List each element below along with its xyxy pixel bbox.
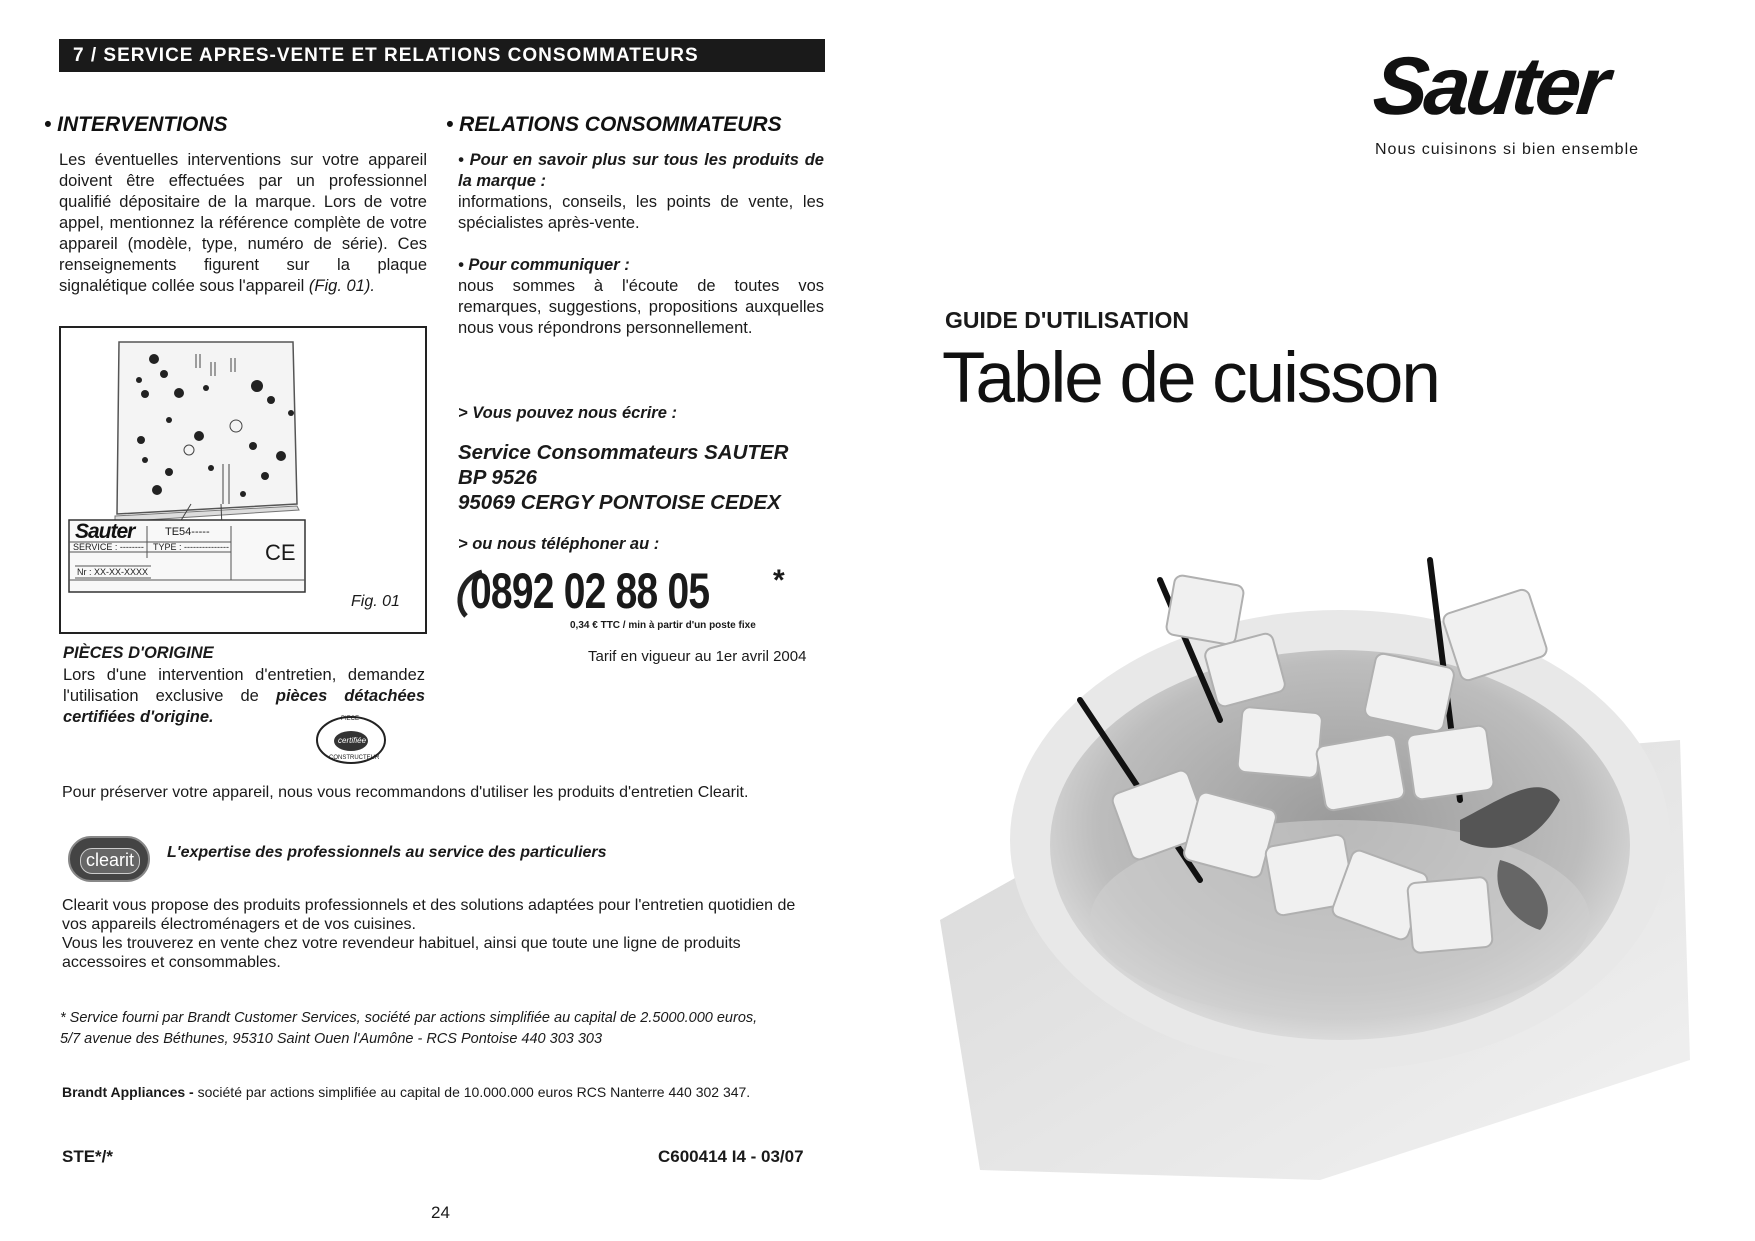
- relations-title: • RELATIONS CONSOMMATEURS: [446, 113, 782, 136]
- pieces-bold: pièces détachées certifiées d'origine.: [63, 687, 425, 726]
- guide-label: GUIDE D'UTILISATION: [945, 307, 1189, 333]
- clearit-text2: Vous les trouverez en vente chez votre revendeur habituel, ainsi que toute une ligne de produits accessoires et consommables.: [62, 935, 741, 971]
- plate-type: TYPE : ---------------: [153, 542, 229, 552]
- plate-model: TE54-----: [165, 526, 210, 538]
- interventions-text: [59, 150, 427, 297]
- phone-rate: 0,34 € TTC / min à partir d'un poste fixe: [570, 620, 756, 631]
- interventions-title: • INTERVENTIONS: [44, 113, 228, 136]
- figure-01: [59, 326, 427, 634]
- clearit-intro: Pour préserver votre appareil, nous vous recommandons d'utiliser les produits d'entretien Clearit.: [62, 784, 749, 801]
- brandt-text: société par actions simplifiée au capital de 10.000.000 euros RCS Nanterre 440 302 347.: [193, 1084, 751, 1100]
- interventions-body: Les éventuelles interventions sur votre appareil doivent être effectuées par un professionnel qualifié dépositaire de la marque. Lors de votre appel, mentionnez la référence complète de votre appareil (modèle, type, numéro de série). Ces renseignements figurent sur la plaque signalétique collée sous l'appareil: [59, 151, 427, 295]
- address-line-3: 95069 CERGY PONTOISE CEDEX: [458, 491, 781, 514]
- phone-star: *: [773, 564, 785, 597]
- phone-label: > ou nous téléphoner au :: [458, 535, 660, 553]
- footnote-line-2: 5/7 avenue des Béthunes, 95310 Saint Ouen l'Aumône - RCS Pontoise 440 303 303: [60, 1031, 603, 1047]
- clearit-text1: Clearit vous propose des produits professionnels et des solutions adaptées pour l'entretien quotidien de vos appareils électroménagers et de vos cuisines.: [62, 897, 796, 933]
- footnote-line-1: * Service fourni par Brandt Customer Services, société par actions simplifiée au capital de 2.5000.000 euros,: [60, 1010, 758, 1026]
- relations-text1: informations, conseils, les points de vente, les spécialistes après-vente.: [458, 193, 824, 232]
- plate-brand: Sauter: [75, 520, 135, 543]
- code-left: STE*/*: [62, 1147, 114, 1166]
- seal-top: PIECE: [341, 716, 360, 722]
- slogan: Nous cuisinons si bien ensemble: [1375, 141, 1640, 158]
- cover-title: Table de cuisson: [942, 339, 1439, 418]
- address-line-1: Service Consommateurs SAUTER: [458, 441, 789, 464]
- address-line-2: BP 9526: [458, 466, 538, 489]
- tarif-note: Tarif en vigueur au 1er avril 2004: [588, 648, 807, 665]
- brandt-name: Brandt Appliances -: [62, 1084, 194, 1100]
- pieces-title: PIÈCES D'ORIGINE: [63, 644, 214, 662]
- clearit-tagline: L'expertise des professionnels au service des particuliers: [167, 844, 607, 861]
- plate-service: SERVICE : --------: [73, 542, 144, 552]
- code-right: C600414 I4 - 03/07: [658, 1147, 804, 1166]
- seal-mid: certifiée: [338, 736, 367, 745]
- hob-underside-illustration: [61, 328, 425, 632]
- pieces-body: Lors d'une intervention d'entretien, demandez l'utilisation exclusive de: [63, 666, 425, 705]
- write-label: > Vous pouvez nous écrire :: [458, 404, 677, 422]
- cover-photo: [940, 540, 1690, 1180]
- brandt-note: [62, 1084, 750, 1100]
- plate-number: Nr : XX-XX-XXXX: [77, 567, 149, 577]
- section-header: 7 / SERVICE APRES-VENTE ET RELATIONS CONSOMMATEURS: [59, 39, 825, 72]
- certified-seal: [315, 715, 387, 765]
- clearit-logo-text: clearit: [80, 848, 140, 874]
- clearit-logo: [68, 836, 150, 882]
- relations-text2: nous sommes à l'écoute de toutes vos remarques, suggestions, propositions auxquelles nous vous répondrons personnellement.: [458, 277, 824, 337]
- fig-ref: (Fig. 01).: [308, 277, 375, 295]
- ce-mark: CE: [265, 540, 296, 565]
- page-number: 24: [431, 1203, 450, 1222]
- relations-sub2: • Pour communiquer :: [458, 256, 630, 274]
- relations-sub1: • Pour en savoir plus sur tous les produits de la marque :: [458, 151, 824, 190]
- figure-caption: Fig. 01: [351, 593, 400, 610]
- seal-bottom: CONSTRUCTEUR: [329, 755, 380, 761]
- sauter-logo: Sauter: [1369, 41, 1611, 132]
- phone-number: 0892 02 88 05: [470, 563, 710, 619]
